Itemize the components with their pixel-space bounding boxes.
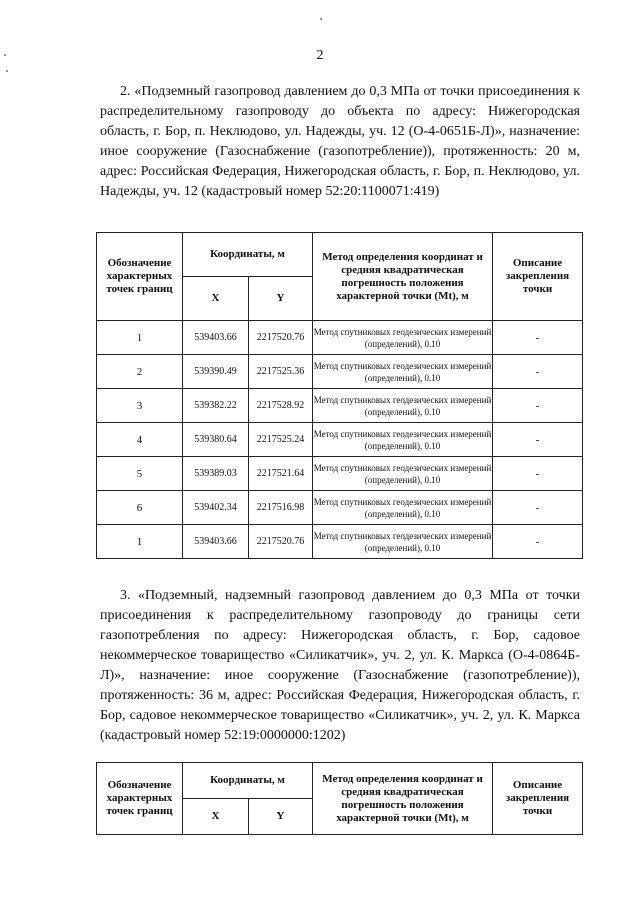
cell-fixing: - — [493, 355, 583, 389]
cell-fixing: - — [493, 321, 583, 355]
cell-y: 2217525.36 — [249, 355, 313, 389]
cell-y: 2217520.76 — [249, 525, 313, 559]
paragraph-item-3: 3. «Подземный, надземный газопровод давлением до 0,3 МПа от точки присоединения к распределительному газопроводу до границы сети газопотребления по адресу: Нижегородская область, г. Бор, садовое некоммерческое товарищество «Силикатчик», уч. 2, ул. К. Маркса (О-4-0864Б-Л)», назначение: иное сооружение (Газоснабжение (газопотребление)), протяженность: 36 м, адрес: Российская Федерация, Нижегородская область, г. Бор, садовое некоммерческое товарищество «Силикатчик», уч. 2, ул. К. Маркса (кадастровый номер 52:19:0000000:1202) — [100, 588, 580, 743]
table-row — [97, 389, 583, 423]
table-row — [97, 423, 583, 457]
cell-x: 539380.64 — [183, 423, 249, 457]
cell-point: 3 — [97, 389, 183, 423]
table-row — [97, 525, 583, 559]
scan-speck — [6, 70, 8, 72]
cell-fixing: - — [493, 525, 583, 559]
cell-y: 2217516.98 — [249, 491, 313, 525]
cell-point: 2 — [97, 355, 183, 389]
header-method: Метод определения координат и средняя квадратическая погрешность положения характерной точки (Mt), м — [313, 763, 493, 835]
coordinates-table-1 — [96, 232, 583, 559]
table-row — [97, 355, 583, 389]
header-coordinates: Координаты, м — [183, 233, 313, 277]
cell-x: 539382.22 — [183, 389, 249, 423]
cell-x: 539403.66 — [183, 321, 249, 355]
cell-fixing: - — [493, 423, 583, 457]
cell-y: 2217525.24 — [249, 423, 313, 457]
header-point: Обозначение характерных точек границ — [97, 233, 183, 321]
cell-point: 1 — [97, 321, 183, 355]
header-point: Обозначение характерных точек границ — [97, 763, 183, 835]
cell-fixing: - — [493, 389, 583, 423]
cell-method: Метод спутниковых геодезических измерений (определений), 0.10 — [313, 321, 493, 355]
header-method: Метод определения координат и средняя квадратическая погрешность положения характерной точки (Mt), м — [313, 233, 493, 321]
table-row — [97, 457, 583, 491]
cell-y: 2217520.76 — [249, 321, 313, 355]
cell-fixing: - — [493, 457, 583, 491]
header-y: Y — [249, 277, 313, 321]
cell-x: 539402.34 — [183, 491, 249, 525]
header-coordinates: Координаты, м — [183, 763, 313, 799]
header-fixing: Описание закрепления точки — [493, 233, 583, 321]
scan-speck — [320, 18, 322, 20]
cell-method: Метод спутниковых геодезических измерений (определений), 0.10 — [313, 491, 493, 525]
cell-method: Метод спутниковых геодезических измерений (определений), 0.10 — [313, 525, 493, 559]
cell-point: 4 — [97, 423, 183, 457]
cell-method: Метод спутниковых геодезических измерений (определений), 0.10 — [313, 423, 493, 457]
cell-x: 539390.49 — [183, 355, 249, 389]
cell-point: 5 — [97, 457, 183, 491]
cell-method: Метод спутниковых геодезических измерений (определений), 0.10 — [313, 389, 493, 423]
cell-fixing: - — [493, 491, 583, 525]
cell-point: 6 — [97, 491, 183, 525]
cell-y: 2217521.64 — [249, 457, 313, 491]
page-number: 2 — [316, 48, 324, 63]
cell-y: 2217528.92 — [249, 389, 313, 423]
cell-method: Метод спутниковых геодезических измерений (определений), 0.10 — [313, 355, 493, 389]
table-row — [97, 321, 583, 355]
cell-method: Метод спутниковых геодезических измерений (определений), 0.10 — [313, 457, 493, 491]
header-x: X — [183, 799, 249, 835]
table-row — [97, 491, 583, 525]
cell-x: 539403.66 — [183, 525, 249, 559]
header-fixing: Описание закрепления точки — [493, 763, 583, 835]
header-x: X — [183, 277, 249, 321]
coordinates-table-2 — [96, 762, 583, 835]
header-y: Y — [249, 799, 313, 835]
paragraph-item-2: 2. «Подземный газопровод давлением до 0,3 МПа от точки присоединения к распределительному газопроводу до объекта по адресу: Нижегородская область, г. Бор, п. Неклюдово, ул. Надежды, уч. 12 (О-4-0651Б-Л)», назначение: иное сооружение (Газоснабжение (газопотребление)), протяженность: 20 м, адрес: Российская Федерация, Нижегородская область, г. Бор, п. Неклюдово, ул. Надежды, уч. 12 (кадастровый номер 52:20:1100071:419) — [100, 84, 580, 199]
cell-point: 1 — [97, 525, 183, 559]
cell-x: 539389.03 — [183, 457, 249, 491]
